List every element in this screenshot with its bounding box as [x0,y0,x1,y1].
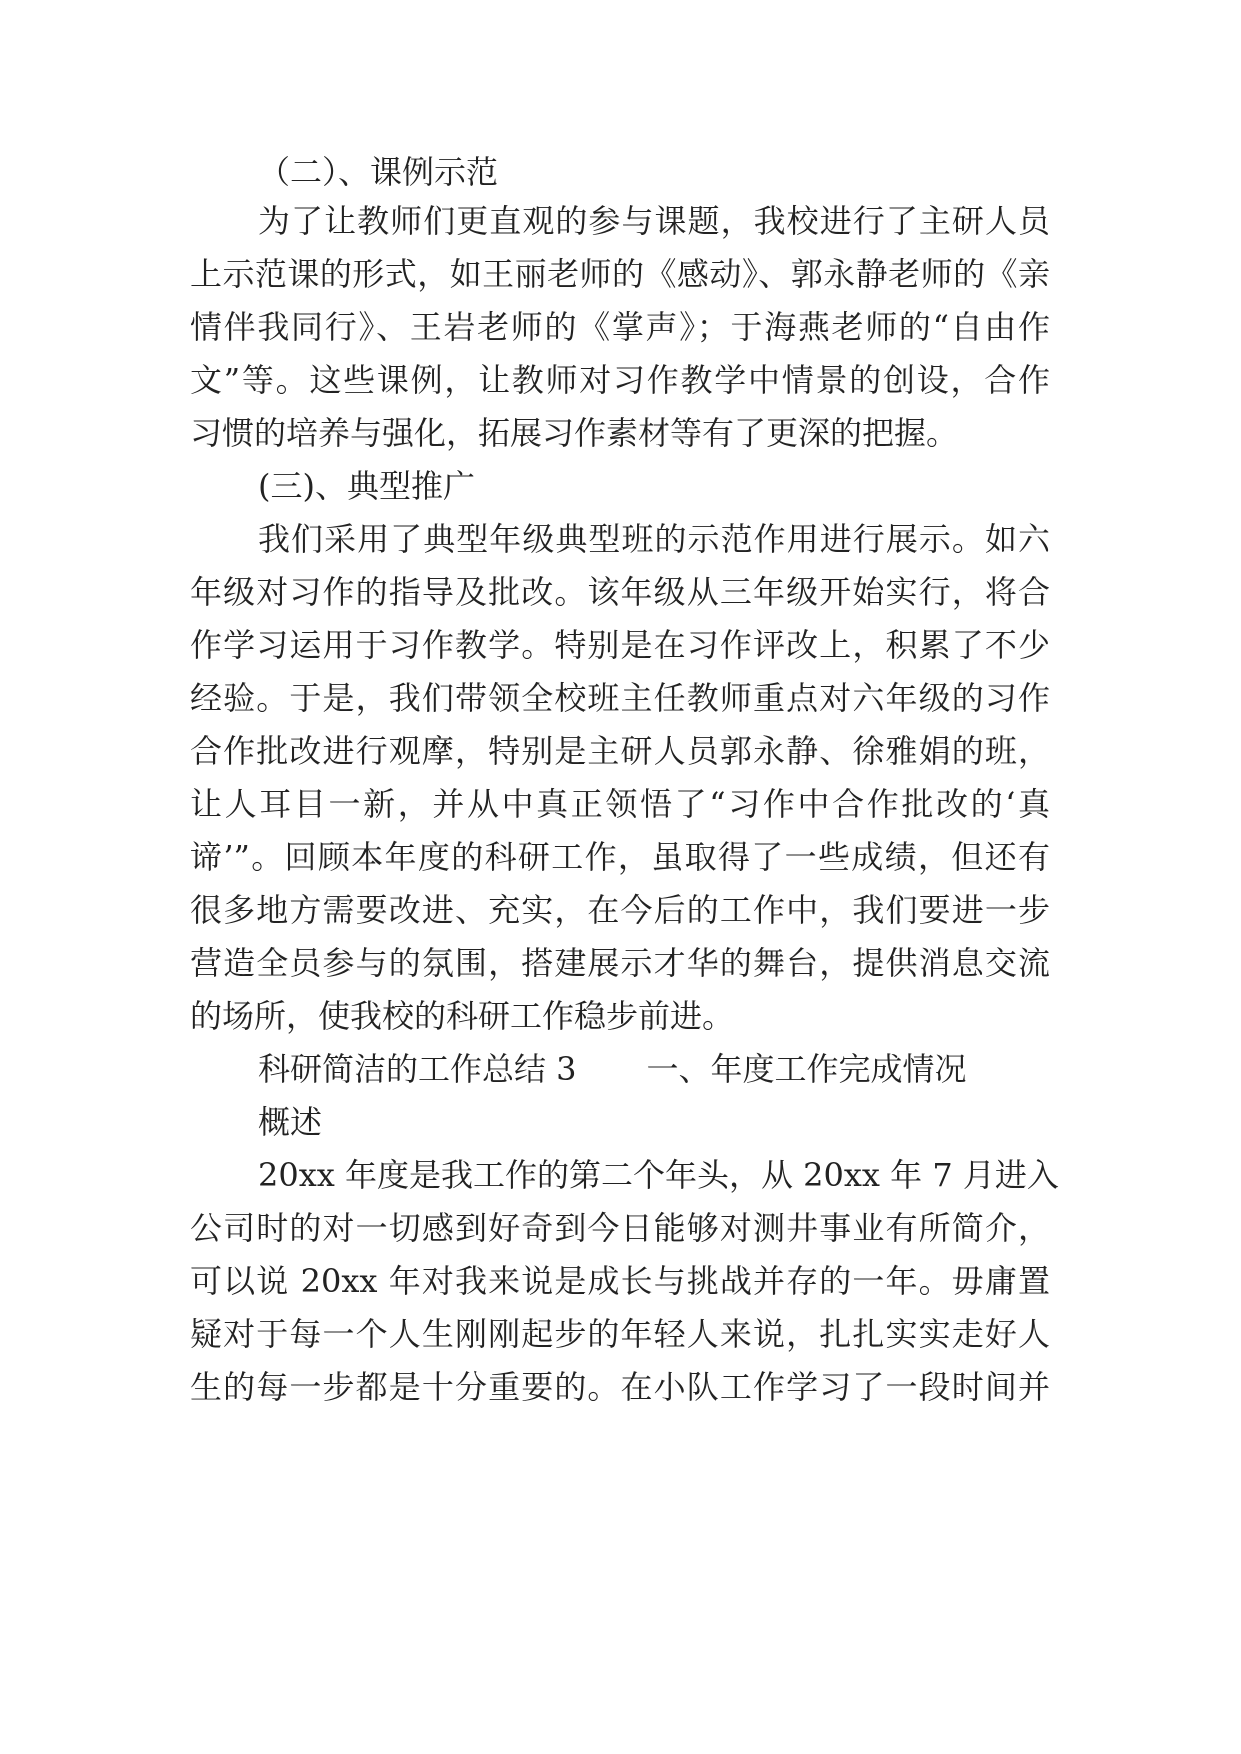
paragraph-2-line: 作学习运用于习作教学。特别是在习作评改上，积累了不少 [190,626,1050,664]
paragraph-1-line: 为了让教师们更直观的参与课题，我校进行了主研人员 [258,202,1050,240]
paragraph-2-line: 很多地方需要改进、充实，在今后的工作中，我们要进一步 [190,891,1050,929]
summary-section-title: 一、年度工作完成情况 [646,1050,967,1088]
paragraph-2-line: 我们采用了典型年级典型班的示范作用进行展示。如六 [258,520,1050,558]
paragraph-2-line: 的场所，使我校的科研工作稳步前进。 [190,997,735,1035]
overview-heading: 概述 [258,1103,323,1141]
summary-heading-line [258,1049,967,1089]
section-3-heading: (三)、典型推广 [258,467,475,505]
paragraph-2-line: 年级对习作的指导及批改。该年级从三年级开始实行，将合 [190,573,1050,611]
paragraph-1-line: 上示范课的形式，如王丽老师的《感动》、郭永静老师的《亲 [190,255,1050,293]
paragraph-2-line: 合作批改进行观摩，特别是主研人员郭永静、徐雅娟的班， [190,732,1050,770]
paragraph-1-line: 文”等。这些课例，让教师对习作教学中情景的创设，合作 [190,361,1050,399]
paragraph-2-line: 营造全员参与的氛围，搭建展示才华的舞台，提供消息交流 [190,944,1050,982]
paragraph-1-line: 情伴我同行》、王岩老师的《掌声》；于海燕老师的“自由作 [190,308,1050,346]
paragraph-2-line: 让人耳目一新，并从中真正领悟了“习作中合作批改的‘真 [190,785,1050,823]
paragraph-2-line: 谛’”。回顾本年度的科研工作，虽取得了一些成绩，但还有 [190,838,1050,876]
section-2-heading: （二）、课例示范 [258,153,499,191]
paragraph-1-line: 习惯的培养与强化，拓展习作素材等有了更深的把握。 [190,414,959,452]
paragraph-3-line: 可以说 20xx 年对我来说是成长与挑战并存的一年。毋庸置 [190,1262,1050,1300]
paragraph-3-line: 20xx 年度是我工作的第二个年头，从 20xx 年 7 月进入 [258,1156,1059,1194]
paragraph-3-line: 公司时的对一切感到好奇到今日能够对测井事业有所简介， [190,1209,1050,1247]
summary-title: 科研简洁的工作总结 3 [258,1050,577,1088]
paragraph-3-line: 生的每一步都是十分重要的。在小队工作学习了一段时间并 [190,1368,1050,1406]
paragraph-2-line: 经验。于是，我们带领全校班主任教师重点对六年级的习作 [190,679,1050,717]
paragraph-3-line: 疑对于每一个人生刚刚起步的年轻人来说，扎扎实实走好人 [190,1315,1050,1353]
